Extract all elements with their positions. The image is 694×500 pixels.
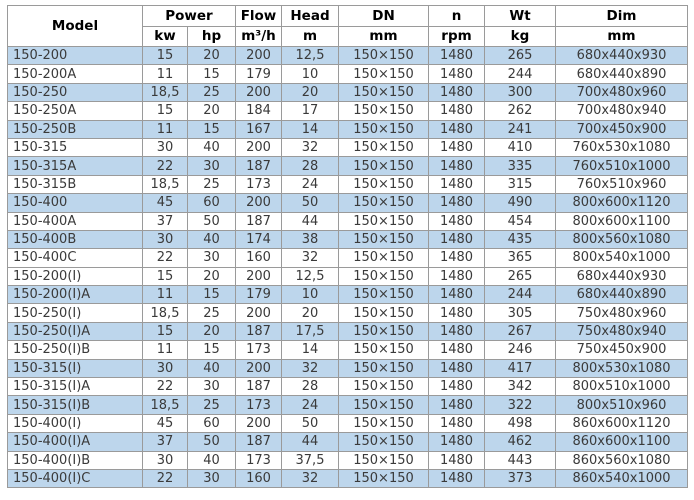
unit-header-n: rpm (429, 26, 485, 47)
cell-dn: 150×150 (339, 102, 429, 120)
cell-kw: 30 (143, 451, 188, 469)
cell-kg: 365 (485, 249, 556, 267)
cell-model: 150-200(I) (8, 267, 143, 285)
cell-head: 37,5 (282, 451, 339, 469)
cell-rpm: 1480 (429, 359, 485, 377)
table-row (8, 102, 688, 120)
unit-header-hp: hp (188, 26, 236, 47)
cell-rpm: 1480 (429, 47, 485, 65)
col-header-flow: Flow (236, 6, 282, 27)
col-header-dim: Dim (556, 6, 688, 27)
cell-hp: 25 (188, 83, 236, 101)
cell-dim: 750x480x940 (556, 322, 688, 340)
cell-dn: 150×150 (339, 341, 429, 359)
table-row (8, 396, 688, 414)
cell-kg: 498 (485, 414, 556, 432)
cell-head: 28 (282, 157, 339, 175)
cell-dim: 800x560x1080 (556, 230, 688, 248)
cell-hp: 20 (188, 267, 236, 285)
cell-model: 150-400(I)B (8, 451, 143, 469)
cell-head: 12,5 (282, 267, 339, 285)
cell-kg: 417 (485, 359, 556, 377)
cell-flow: 200 (236, 194, 282, 212)
cell-rpm: 1480 (429, 469, 485, 487)
cell-kg: 305 (485, 304, 556, 322)
cell-flow: 200 (236, 414, 282, 432)
cell-rpm: 1480 (429, 157, 485, 175)
cell-hp: 30 (188, 378, 236, 396)
cell-dim: 680x440x930 (556, 267, 688, 285)
cell-flow: 187 (236, 157, 282, 175)
cell-dim: 800x600x1120 (556, 194, 688, 212)
cell-head: 14 (282, 341, 339, 359)
cell-head: 10 (282, 65, 339, 83)
table-row (8, 378, 688, 396)
cell-dim: 760x510x1000 (556, 157, 688, 175)
cell-kg: 244 (485, 65, 556, 83)
cell-head: 32 (282, 249, 339, 267)
cell-dim: 700x480x960 (556, 83, 688, 101)
cell-kw: 11 (143, 65, 188, 83)
table-row (8, 212, 688, 230)
cell-hp: 50 (188, 433, 236, 451)
table-row (8, 469, 688, 487)
table-body (8, 47, 688, 488)
cell-dn: 150×150 (339, 451, 429, 469)
cell-dim: 800x540x1000 (556, 249, 688, 267)
cell-kg: 265 (485, 267, 556, 285)
cell-dim: 680x440x890 (556, 65, 688, 83)
table-row (8, 175, 688, 193)
cell-head: 50 (282, 194, 339, 212)
cell-flow: 200 (236, 47, 282, 65)
cell-kg: 490 (485, 194, 556, 212)
unit-header-dim: mm (556, 26, 688, 47)
cell-rpm: 1480 (429, 451, 485, 469)
cell-kg: 262 (485, 102, 556, 120)
cell-rpm: 1480 (429, 138, 485, 156)
cell-dim: 700x480x940 (556, 102, 688, 120)
cell-rpm: 1480 (429, 120, 485, 138)
table-row (8, 322, 688, 340)
cell-kw: 15 (143, 267, 188, 285)
cell-model: 150-315 (8, 138, 143, 156)
cell-head: 38 (282, 230, 339, 248)
cell-head: 14 (282, 120, 339, 138)
table-row (8, 138, 688, 156)
cell-kg: 265 (485, 47, 556, 65)
table-row (8, 267, 688, 285)
cell-hp: 25 (188, 304, 236, 322)
cell-kg: 315 (485, 175, 556, 193)
cell-flow: 200 (236, 359, 282, 377)
cell-model: 150-400 (8, 194, 143, 212)
cell-dn: 150×150 (339, 396, 429, 414)
cell-kw: 37 (143, 433, 188, 451)
cell-hp: 20 (188, 322, 236, 340)
cell-kw: 18,5 (143, 396, 188, 414)
cell-dn: 150×150 (339, 304, 429, 322)
cell-dim: 800x510x1000 (556, 378, 688, 396)
cell-dim: 760x510x960 (556, 175, 688, 193)
cell-rpm: 1480 (429, 304, 485, 322)
table-row (8, 286, 688, 304)
unit-header-wt: kg (485, 26, 556, 47)
cell-kg: 241 (485, 120, 556, 138)
cell-kg: 454 (485, 212, 556, 230)
cell-flow: 173 (236, 451, 282, 469)
cell-kw: 15 (143, 322, 188, 340)
col-header-head: Head (282, 6, 339, 27)
cell-kg: 267 (485, 322, 556, 340)
cell-flow: 173 (236, 175, 282, 193)
cell-kw: 30 (143, 230, 188, 248)
cell-rpm: 1480 (429, 414, 485, 432)
cell-model: 150-315(I)A (8, 378, 143, 396)
table-row (8, 249, 688, 267)
cell-flow: 179 (236, 286, 282, 304)
cell-kg: 246 (485, 341, 556, 359)
cell-kw: 22 (143, 469, 188, 487)
cell-hp: 30 (188, 469, 236, 487)
col-header-wt: Wt (485, 6, 556, 27)
cell-kg: 244 (485, 286, 556, 304)
cell-model: 150-250B (8, 120, 143, 138)
cell-dn: 150×150 (339, 175, 429, 193)
cell-dn: 150×150 (339, 249, 429, 267)
col-header-model: Model (8, 6, 143, 47)
cell-hp: 15 (188, 65, 236, 83)
cell-flow: 160 (236, 249, 282, 267)
table-row (8, 451, 688, 469)
cell-kw: 22 (143, 157, 188, 175)
cell-dim: 750x480x960 (556, 304, 688, 322)
cell-hp: 40 (188, 230, 236, 248)
cell-dim: 800x530x1080 (556, 359, 688, 377)
table-row (8, 194, 688, 212)
table-row (8, 65, 688, 83)
col-header-power: Power (143, 6, 236, 27)
cell-flow: 187 (236, 322, 282, 340)
cell-flow: 184 (236, 102, 282, 120)
cell-kw: 18,5 (143, 304, 188, 322)
cell-dn: 150×150 (339, 267, 429, 285)
cell-dn: 150×150 (339, 65, 429, 83)
unit-header-flow: m³/h (236, 26, 282, 47)
cell-rpm: 1480 (429, 322, 485, 340)
cell-dn: 150×150 (339, 322, 429, 340)
cell-dn: 150×150 (339, 414, 429, 432)
cell-flow: 167 (236, 120, 282, 138)
table-row (8, 120, 688, 138)
cell-dn: 150×150 (339, 47, 429, 65)
cell-kg: 373 (485, 469, 556, 487)
cell-rpm: 1480 (429, 65, 485, 83)
cell-dn: 150×150 (339, 469, 429, 487)
cell-model: 150-315(I) (8, 359, 143, 377)
cell-dim: 800x600x1100 (556, 212, 688, 230)
cell-model: 150-315A (8, 157, 143, 175)
cell-hp: 15 (188, 341, 236, 359)
cell-head: 20 (282, 83, 339, 101)
cell-head: 32 (282, 359, 339, 377)
cell-flow: 173 (236, 396, 282, 414)
cell-head: 10 (282, 286, 339, 304)
cell-model: 150-250 (8, 83, 143, 101)
cell-dn: 150×150 (339, 194, 429, 212)
table-row (8, 230, 688, 248)
cell-kw: 30 (143, 359, 188, 377)
cell-flow: 200 (236, 83, 282, 101)
table-header (8, 6, 688, 47)
header-row-top (8, 6, 688, 27)
cell-dn: 150×150 (339, 359, 429, 377)
cell-rpm: 1480 (429, 212, 485, 230)
table-row (8, 341, 688, 359)
cell-kg: 335 (485, 157, 556, 175)
table-row (8, 359, 688, 377)
cell-kg: 462 (485, 433, 556, 451)
cell-dim: 680x440x890 (556, 286, 688, 304)
pump-spec-table (7, 5, 688, 488)
cell-dn: 150×150 (339, 212, 429, 230)
cell-rpm: 1480 (429, 378, 485, 396)
cell-dn: 150×150 (339, 157, 429, 175)
cell-head: 44 (282, 212, 339, 230)
cell-dim: 680x440x930 (556, 47, 688, 65)
cell-rpm: 1480 (429, 396, 485, 414)
cell-model: 150-250(I)B (8, 341, 143, 359)
cell-dn: 150×150 (339, 230, 429, 248)
cell-kg: 322 (485, 396, 556, 414)
cell-flow: 173 (236, 341, 282, 359)
cell-model: 150-200 (8, 47, 143, 65)
cell-kw: 37 (143, 212, 188, 230)
cell-model: 150-400(I)C (8, 469, 143, 487)
cell-kw: 15 (143, 47, 188, 65)
cell-kw: 22 (143, 378, 188, 396)
cell-hp: 15 (188, 120, 236, 138)
table-row (8, 304, 688, 322)
cell-flow: 187 (236, 378, 282, 396)
cell-dim: 860x600x1100 (556, 433, 688, 451)
cell-kg: 443 (485, 451, 556, 469)
cell-model: 150-200(I)A (8, 286, 143, 304)
cell-model: 150-400A (8, 212, 143, 230)
cell-head: 17 (282, 102, 339, 120)
cell-kw: 11 (143, 120, 188, 138)
cell-head: 24 (282, 396, 339, 414)
cell-head: 28 (282, 378, 339, 396)
unit-header-head: m (282, 26, 339, 47)
cell-dim: 860x600x1120 (556, 414, 688, 432)
cell-dn: 150×150 (339, 83, 429, 101)
cell-rpm: 1480 (429, 267, 485, 285)
cell-head: 32 (282, 138, 339, 156)
cell-head: 32 (282, 469, 339, 487)
cell-hp: 60 (188, 194, 236, 212)
cell-kg: 342 (485, 378, 556, 396)
table-row (8, 47, 688, 65)
cell-rpm: 1480 (429, 83, 485, 101)
unit-header-kw: kw (143, 26, 188, 47)
cell-rpm: 1480 (429, 249, 485, 267)
cell-rpm: 1480 (429, 341, 485, 359)
cell-head: 20 (282, 304, 339, 322)
cell-kw: 18,5 (143, 83, 188, 101)
cell-dn: 150×150 (339, 138, 429, 156)
cell-dim: 760x530x1080 (556, 138, 688, 156)
cell-dim: 750x450x900 (556, 341, 688, 359)
cell-hp: 60 (188, 414, 236, 432)
cell-kw: 15 (143, 102, 188, 120)
cell-model: 150-400C (8, 249, 143, 267)
col-header-dn: DN (339, 6, 429, 27)
cell-model: 150-250A (8, 102, 143, 120)
cell-kw: 11 (143, 341, 188, 359)
cell-hp: 40 (188, 138, 236, 156)
cell-model: 150-250(I) (8, 304, 143, 322)
unit-header-dn: mm (339, 26, 429, 47)
cell-rpm: 1480 (429, 102, 485, 120)
cell-rpm: 1480 (429, 433, 485, 451)
table-row (8, 414, 688, 432)
cell-flow: 200 (236, 304, 282, 322)
cell-head: 24 (282, 175, 339, 193)
cell-dim: 700x450x900 (556, 120, 688, 138)
cell-flow: 200 (236, 138, 282, 156)
cell-hp: 40 (188, 359, 236, 377)
cell-model: 150-400(I) (8, 414, 143, 432)
cell-model: 150-250(I)A (8, 322, 143, 340)
cell-hp: 15 (188, 286, 236, 304)
cell-model: 150-400B (8, 230, 143, 248)
cell-kg: 435 (485, 230, 556, 248)
cell-flow: 200 (236, 267, 282, 285)
cell-flow: 187 (236, 433, 282, 451)
cell-flow: 174 (236, 230, 282, 248)
cell-flow: 179 (236, 65, 282, 83)
cell-kw: 45 (143, 194, 188, 212)
cell-head: 17,5 (282, 322, 339, 340)
cell-dn: 150×150 (339, 286, 429, 304)
table-row (8, 83, 688, 101)
cell-rpm: 1480 (429, 194, 485, 212)
cell-hp: 30 (188, 157, 236, 175)
cell-kg: 300 (485, 83, 556, 101)
cell-dim: 860x560x1080 (556, 451, 688, 469)
cell-model: 150-200A (8, 65, 143, 83)
cell-model: 150-315(I)B (8, 396, 143, 414)
cell-hp: 30 (188, 249, 236, 267)
cell-head: 12,5 (282, 47, 339, 65)
col-header-n: n (429, 6, 485, 27)
cell-model: 150-400(I)A (8, 433, 143, 451)
cell-hp: 25 (188, 396, 236, 414)
cell-hp: 40 (188, 451, 236, 469)
cell-hp: 20 (188, 102, 236, 120)
cell-dn: 150×150 (339, 433, 429, 451)
cell-kw: 18,5 (143, 175, 188, 193)
cell-head: 44 (282, 433, 339, 451)
cell-dn: 150×150 (339, 378, 429, 396)
cell-head: 50 (282, 414, 339, 432)
cell-dim: 860x540x1000 (556, 469, 688, 487)
cell-flow: 160 (236, 469, 282, 487)
table-row (8, 433, 688, 451)
cell-model: 150-315B (8, 175, 143, 193)
cell-kw: 45 (143, 414, 188, 432)
cell-rpm: 1480 (429, 230, 485, 248)
cell-kw: 30 (143, 138, 188, 156)
cell-dim: 800x510x960 (556, 396, 688, 414)
cell-kg: 410 (485, 138, 556, 156)
cell-flow: 187 (236, 212, 282, 230)
cell-rpm: 1480 (429, 175, 485, 193)
cell-dn: 150×150 (339, 120, 429, 138)
cell-kw: 22 (143, 249, 188, 267)
cell-hp: 20 (188, 47, 236, 65)
table-row (8, 157, 688, 175)
cell-hp: 25 (188, 175, 236, 193)
cell-kw: 11 (143, 286, 188, 304)
cell-hp: 50 (188, 212, 236, 230)
cell-rpm: 1480 (429, 286, 485, 304)
